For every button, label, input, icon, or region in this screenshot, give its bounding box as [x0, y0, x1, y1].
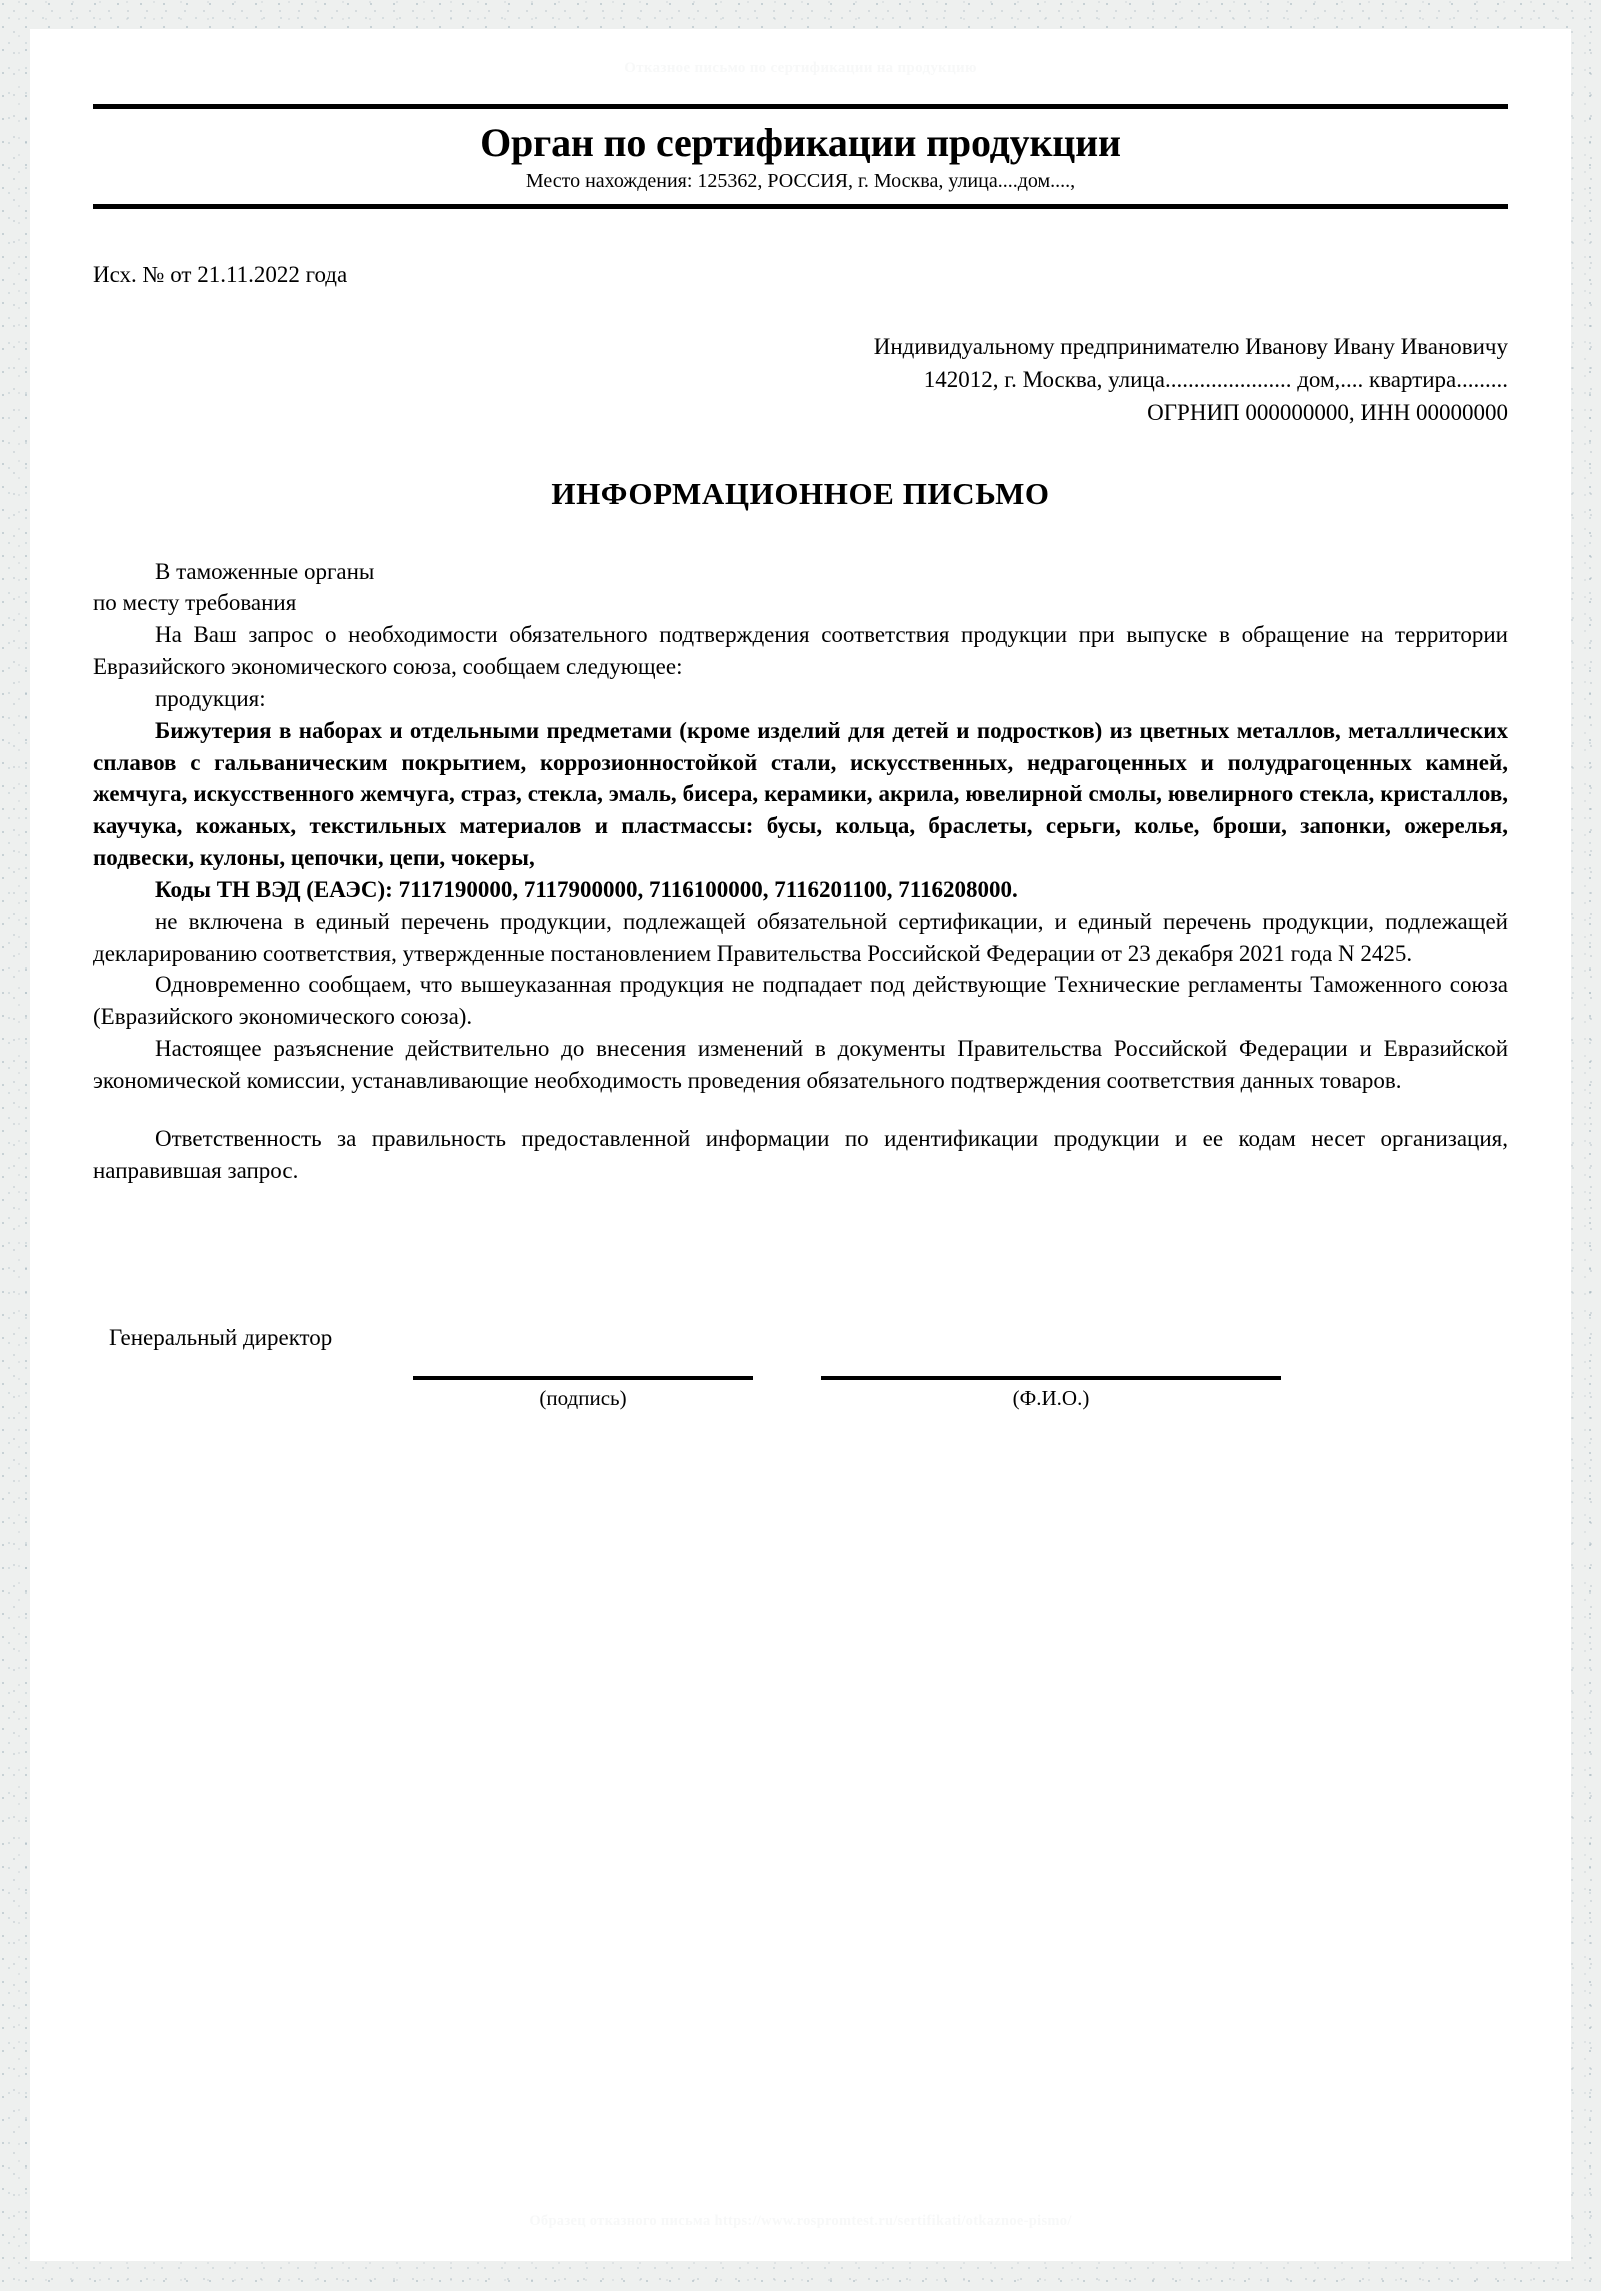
paragraph-to-customs-line2: по месту требования: [93, 590, 297, 616]
paragraph-tech-reglament: Одновременно сообщаем, что вышеуказанная продукция не подпадает под действующие Технические регламенты Таможенного союза (Евразийского экономического союза).: [93, 972, 1508, 1030]
signature-slot: [413, 1376, 753, 1411]
document-body: [93, 556, 1508, 1187]
signatory-role: Генеральный директор: [109, 1324, 333, 1350]
paragraph-to-customs-line1: В таможенные органы: [155, 558, 375, 584]
document-page: [30, 29, 1571, 2261]
addressee-block: [93, 330, 1508, 429]
letterhead-content: [93, 109, 1508, 204]
letterhead: [93, 104, 1508, 209]
paragraph-request-intro: На Ваш запрос о необходимости обязательного подтверждения соответствия продукции при выпуске в обращение на территории Евразийского экономического союза, сообщаем следующее:: [93, 622, 1508, 680]
fullname-rule: [821, 1376, 1281, 1380]
fullname-caption: (Ф.И.О.): [1012, 1385, 1090, 1410]
signature-caption: (подпись): [539, 1385, 627, 1410]
document-title: ИНФОРМАЦИОННОЕ ПИСЬМО: [551, 475, 1050, 511]
signature-lines: [93, 1376, 1508, 1411]
signature-block: [93, 1325, 1508, 1411]
paragraph-product-label: продукция:: [155, 685, 266, 711]
paragraph-not-included: не включена в единый перечень продукции, подлежащей обязательной сертификации, и единый перечень продукции, подлежащей декларированию соответствия, утвержденные постановлением Правительства Российской Федерации от 23 декабря 2021 года N 2425.: [93, 908, 1508, 966]
letterhead-bottom-rule: [93, 204, 1508, 209]
paragraph-validity: Настоящее разъяснение действительно до внесения изменений в документы Правительства Российской Федерации и Евразийской экономической комиссии, устанавливающие необходимость проведения обязательного подтверждения соответствия данных товаров.: [93, 1036, 1508, 1094]
paragraph-responsibility: Ответственность за правильность предоставленной информации по идентификации продукции и ее кодам несет организация, направившая запрос.: [93, 1125, 1508, 1183]
organization-title: Орган по сертификации продукции: [480, 120, 1121, 165]
organization-address: Место нахождения: 125362, РОССИЯ, г. Москва, улица....дом....,: [525, 170, 1076, 193]
watermark-bottom: Образец отказного письма https://www.rospromtest.ru/sertifikati/otkaznoe-pismo/: [529, 2213, 1072, 2229]
watermark-top: Отказное письмо по сертификации на продукцию: [624, 60, 977, 76]
signature-rule: [413, 1376, 753, 1380]
outgoing-number: Исх. № от 21.11.2022 года: [93, 262, 348, 288]
paragraph-product-description: Бижутерия в наборах и отдельными предметами (кроме изделий для детей и подростков) из цветных металлов, металлических сплавов с гальваническим покрытием, коррозионностойкой стали, искусственных, недрагоценных и полудрагоценных камней, жемчуга, искусственного жемчуга, страз, стекла, эмаль, бисера, керамики, акрила, ювелирной смолы, ювелирного стекла, кристаллов, каучука, кожаных, текстильных материалов и пластмассы: бусы, кольца, браслеты, серьги, колье, броши, запонки, ожерелья, подвески, кулоны, цепочки, цепи, чокеры,: [93, 717, 1508, 871]
addressee-address: 142012, г. Москва, улица...................... дом,.... квартира.........: [923, 367, 1508, 393]
fullname-slot: [821, 1376, 1281, 1411]
addressee-name: Индивидуальному предпринимателю Иванову Ивану Ивановичу: [873, 334, 1508, 360]
paragraph-tnved-codes: Коды ТН ВЭД (ЕАЭС): 7117190000, 7117900000, 7116100000, 7116201100, 7116208000.: [155, 876, 1018, 902]
addressee-registration: ОГРНИП 000000000, ИНН 00000000: [1147, 400, 1508, 426]
